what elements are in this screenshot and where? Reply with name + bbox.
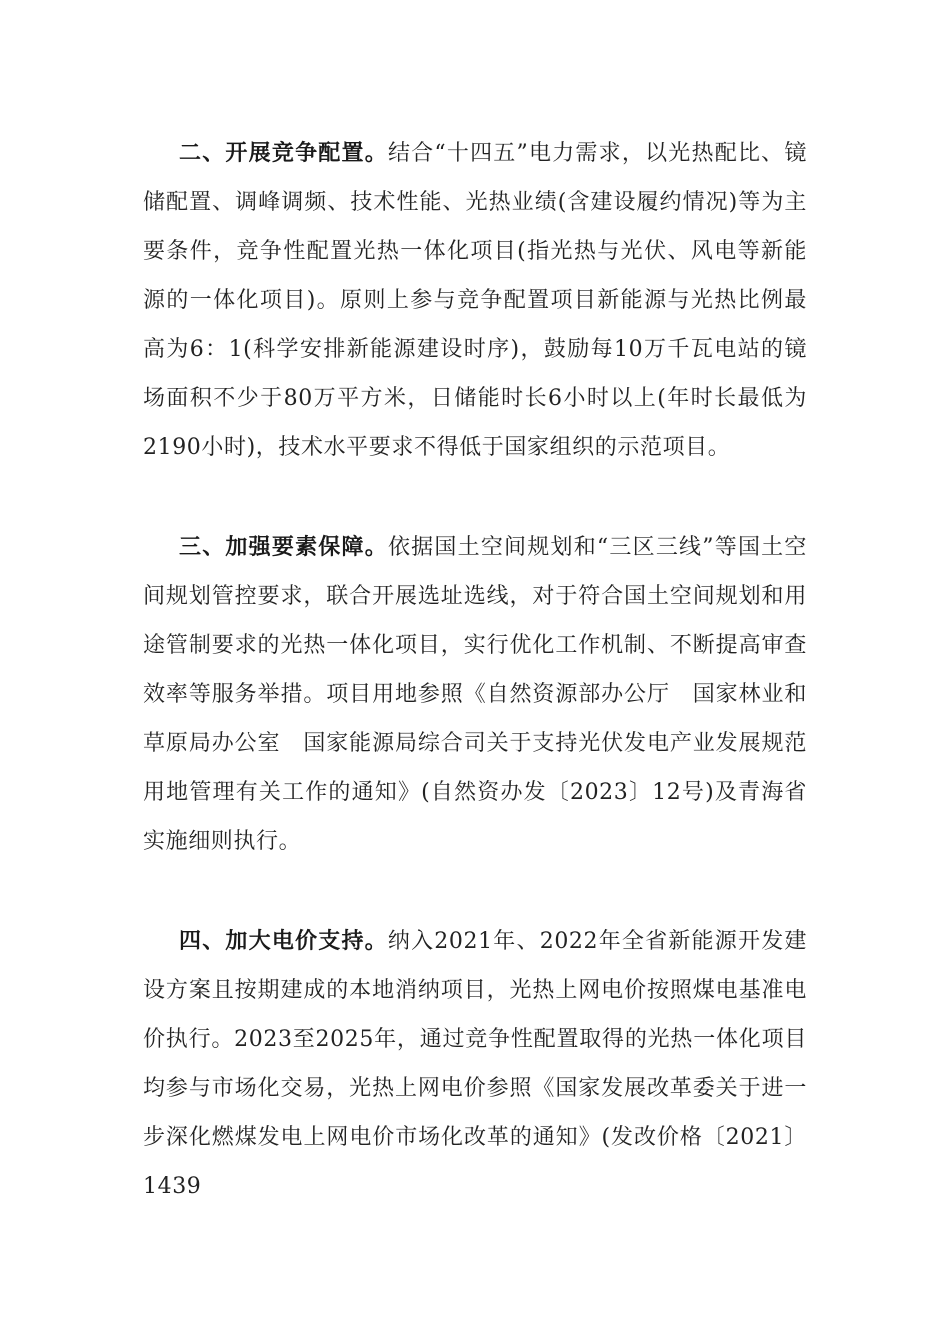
section-price-support: [143, 917, 807, 1211]
section-competitive-allocation: [143, 129, 807, 472]
section-body: 依据国土空间规划和“三区三线”等国土空间规划管控要求，联合开展选址选线，对于符合国土空间规划和用途管制要求的光热一体化项目，实行优化工作机制、不断提高审查效率等服务举措。项目用地参照《自然资源部办公厅 国家林业和草原局办公室 国家能源局综合司关于支持光伏发电产业发展规范用地管理有关工作的通知》(自然资办发〔2023〕12号)及青海省实施细则执行。: [143, 535, 807, 854]
section-body: 纳入2021年、2022年全省新能源开发建设方案且按期建成的本地消纳项目，光热上网电价按照煤电基准电价执行。2023至2025年，通过竞争性配置取得的光热一体化项目均参与市场化交易，光热上网电价参照《国家发展改革委关于进一步深化燃煤发电上网电价市场化改革的通知》(发改价格〔2021〕1439: [143, 929, 807, 1199]
section-heading: 三、加强要素保障。: [179, 535, 388, 560]
section-factor-guarantee: [143, 523, 807, 866]
section-heading: 二、开展竞争配置。: [179, 141, 388, 166]
section-heading: 四、加大电价支持。: [179, 929, 388, 954]
section-body: 结合“十四五”电力需求，以光热配比、镜储配置、调峰调频、技术性能、光热业绩(含建设履约情况)等为主要条件，竞争性配置光热一体化项目(指光热与光伏、风电等新能源的一体化项目)。原则上参与竞争配置项目新能源与光热比例最高为6：1(科学安排新能源建设时序)，鼓励每10万千瓦电站的镜场面积不少于80万平方米，日储能时长6小时以上(年时长最低为2190小时)，技术水平要求不得低于国家组织的示范项目。: [143, 141, 807, 460]
